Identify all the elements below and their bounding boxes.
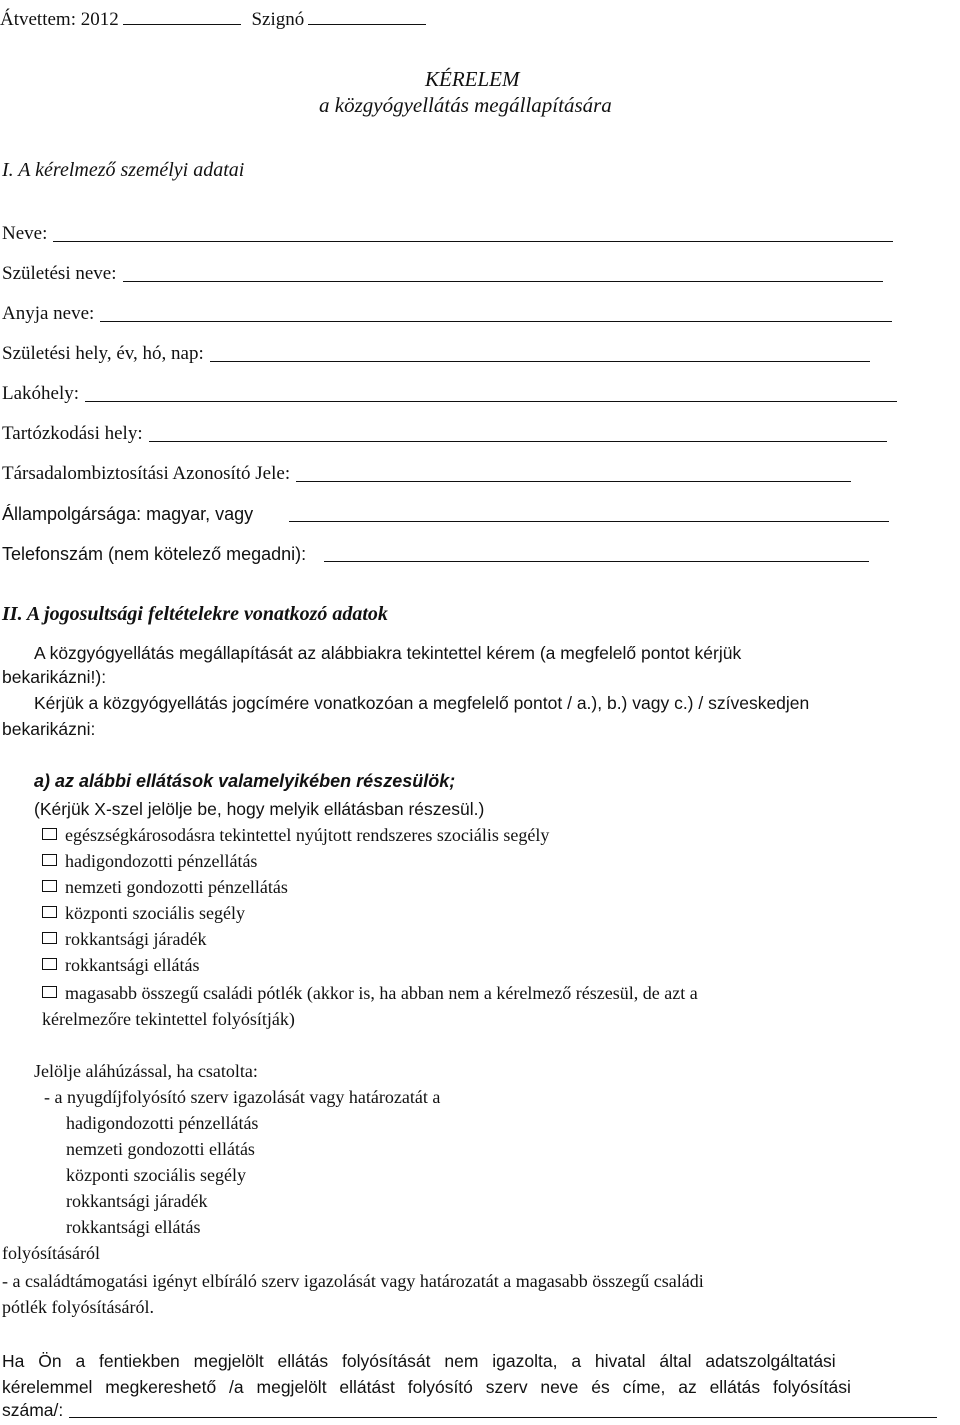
checkbox-label: rokkantsági járadék (65, 929, 207, 949)
checkbox-label: rokkantsági ellátás (65, 955, 200, 975)
field-taj-input[interactable] (296, 463, 851, 482)
attach-sub-item[interactable]: hadigondozotti pénzellátás (66, 1113, 259, 1133)
field-label: Anyja neve: (2, 303, 95, 324)
checkbox-item[interactable] (42, 952, 199, 978)
option-a-heading: a) az alábbi ellátások valamelyikében részesülök; (34, 771, 456, 791)
checkbox-item[interactable] (42, 926, 206, 952)
checkbox-label: magasabb összegű családi pótlék (akkor is, ha abban nem a kérelmező részesül, de azt a (65, 983, 698, 1003)
doc-title: KÉRELEM (425, 67, 520, 91)
field-label: Tartózkodási hely: (2, 423, 143, 444)
section2-intro: A közgyógyellátás megállapítását az alábbiakra tekintettel kérem (a megfelelő pontot kérjük (34, 643, 742, 663)
field-residence-input[interactable] (85, 383, 897, 402)
checkbox-icon[interactable] (42, 932, 57, 944)
field-phone-input[interactable] (324, 543, 869, 562)
attach-item-family-cont: pótlék folyósításáról. (2, 1297, 154, 1317)
field-label: Születési neve: (2, 263, 117, 284)
received-blank[interactable] (123, 6, 241, 25)
checkbox-item[interactable] (42, 900, 245, 926)
checkbox-item[interactable] (42, 874, 288, 900)
received-label: Átvettem: 2012 (0, 9, 119, 30)
field-name-input[interactable] (53, 223, 893, 242)
checkbox-icon[interactable] (42, 880, 57, 892)
signature-label: Szignó (251, 9, 305, 30)
section2-heading: II. A jogosultsági feltételekre vonatkozó adatok (2, 603, 388, 625)
checkbox-label: egészségkárosodásra tekintettel nyújtott rendszeres szociális segély (65, 825, 550, 845)
attach-sub-item[interactable]: rokkantsági járadék (66, 1191, 208, 1211)
attach-item-family[interactable]: - a családtámogatási igényt elbíráló szerv igazolását vagy határozatát a magasabb összegű családi (2, 1271, 704, 1291)
field-label: Neve: (2, 223, 48, 244)
doc-subtitle: a közgyógyellátás megállapítására (319, 93, 612, 117)
checkbox-label: nemzeti gondozotti pénzellátás (65, 877, 288, 897)
attach-item-pension: - a nyugdíjfolyósító szerv igazolását vagy határozatát a (44, 1087, 441, 1107)
attach-tail: folyósításáról (2, 1243, 100, 1263)
checkbox-label-cont: kérelmezőre tekintettel folyósítják) (42, 1009, 295, 1029)
field-name (2, 222, 893, 246)
attach-sub-item[interactable]: nemzeti gondozotti ellátás (66, 1139, 255, 1159)
field-label: Telefonszám (nem kötelező megadni): (2, 544, 307, 564)
field-taj (2, 462, 851, 486)
attach-sub-item[interactable]: központi szociális segély (66, 1165, 246, 1185)
attach-sub-item[interactable]: rokkantsági ellátás (66, 1217, 201, 1237)
field-birth-name (2, 262, 883, 286)
checkbox-item[interactable] (42, 980, 698, 1006)
checkbox-label: központi szociális segély (65, 903, 245, 923)
received-line (0, 6, 426, 32)
section2-intro-cont: bekarikázni!): (2, 667, 107, 687)
signature-blank[interactable] (308, 6, 426, 25)
field-birth-place-date-input[interactable] (210, 343, 870, 362)
field-stay-place-input[interactable] (149, 423, 887, 442)
field-citizenship-input[interactable] (289, 503, 889, 522)
field-birth-place-date (2, 342, 870, 366)
checkbox-icon[interactable] (42, 854, 57, 866)
checkbox-icon[interactable] (42, 828, 57, 840)
field-stay-place (2, 422, 887, 446)
field-label: Lakóhely: (2, 383, 80, 404)
closing-paragraph: Ha Ön a fentiekben megjelölt ellátás folyósítását nem igazolta, a hivatal által adatszolgáltatási (2, 1351, 836, 1371)
field-label: Társadalombiztosítási Azonosító Jele: (2, 463, 291, 484)
field-phone (2, 542, 869, 566)
field-residence (2, 382, 897, 406)
field-label: Születési hely, év, hó, nap: (2, 343, 204, 364)
option-a-note: (Kérjük X-szel jelölje be, hogy melyik ellátásban részesül.) (34, 799, 485, 819)
checkbox-icon[interactable] (42, 986, 57, 998)
checkbox-icon[interactable] (42, 958, 57, 970)
checkbox-label: hadigondozotti pénzellátás (65, 851, 258, 871)
closing-paragraph-cont: kérelemmel megkereshető /a megjelölt ellátást folyósító szerv neve és címe, az ellátás folyósítási (2, 1377, 851, 1397)
checkbox-item[interactable] (42, 822, 549, 848)
field-label: Állampolgársága: magyar, vagy (2, 504, 254, 524)
checkbox-item[interactable] (42, 848, 257, 874)
checkbox-icon[interactable] (42, 906, 57, 918)
field-citizenship (2, 502, 889, 526)
field-label: száma/: (2, 1400, 64, 1420)
attach-heading: Jelölje aláhúzással, ha csatolta: (34, 1061, 258, 1081)
field-mother-name (2, 302, 892, 326)
disbursement-number-field (2, 1398, 937, 1422)
disbursement-number-input[interactable] (69, 1399, 937, 1418)
field-birth-name-input[interactable] (123, 263, 883, 282)
section2-instruction: Kérjük a közgyógyellátás jogcímére vonatkozóan a megfelelő pontot / a.), b.) vagy c.) / szíveskedjen (34, 693, 810, 713)
section2-instruction-cont: bekarikázni: (2, 719, 96, 739)
field-mother-name-input[interactable] (100, 303, 892, 322)
section1-heading: I. A kérelmező személyi adatai (2, 159, 245, 181)
